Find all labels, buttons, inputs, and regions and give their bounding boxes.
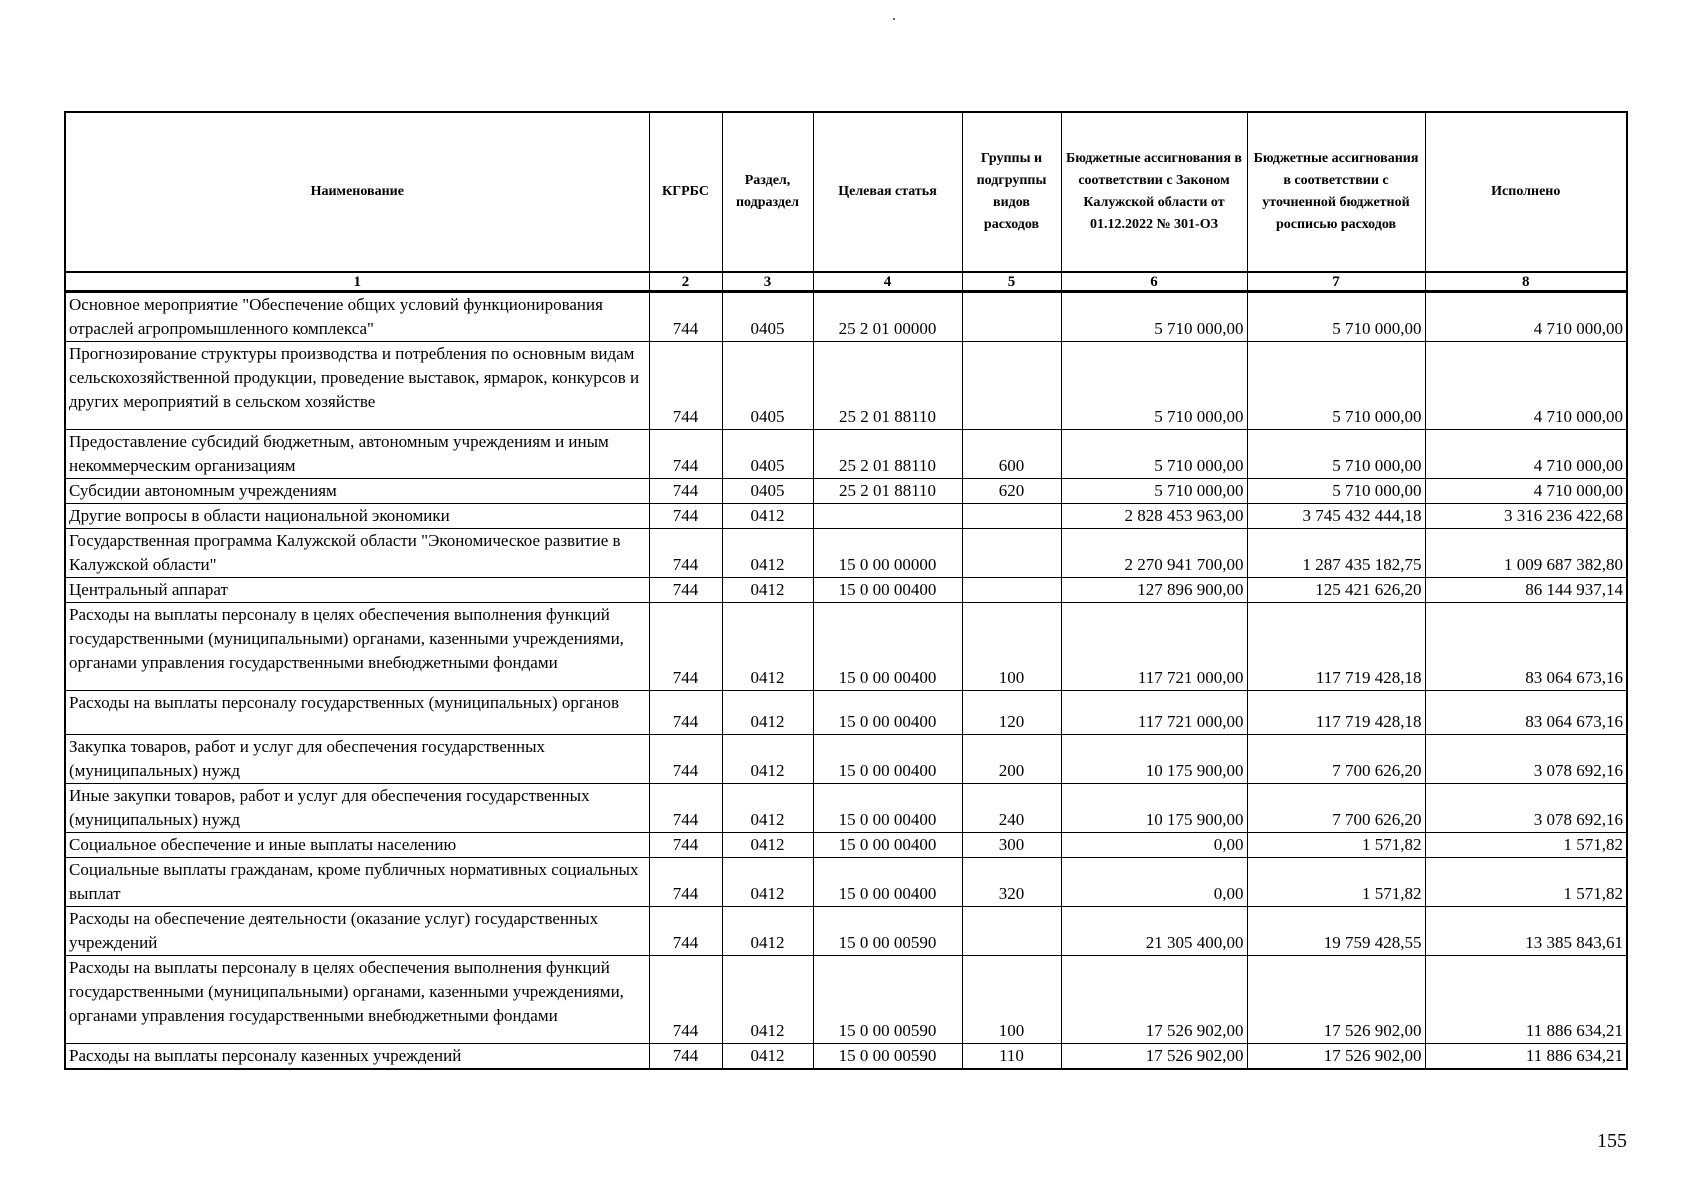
cell-kgrbs: 744 (649, 833, 722, 858)
column-number: 3 (722, 272, 813, 292)
cell-kgrbs: 744 (649, 430, 722, 479)
table-row (65, 735, 1627, 784)
cell-name: Предоставление субсидий бюджетным, автономным учреждениям и иным некоммерческим организациям (65, 430, 649, 479)
cell-target-article: 15 0 00 00400 (813, 858, 962, 907)
cell-kgrbs: 744 (649, 691, 722, 735)
column-number: 2 (649, 272, 722, 292)
budget-table (64, 111, 1628, 1070)
cell-name: Расходы на выплаты персоналу государственных (муниципальных) органов (65, 691, 649, 735)
cell-target-article: 15 0 00 00000 (813, 529, 962, 578)
cell-razdel: 0412 (722, 735, 813, 784)
cell-refined-allocation: 19 759 428,55 (1247, 907, 1425, 956)
header-executed: Исполнено (1425, 112, 1627, 272)
cell-kgrbs: 744 (649, 479, 722, 504)
cell-target-article: 15 0 00 00590 (813, 956, 962, 1044)
cell-law-allocation: 5 710 000,00 (1061, 292, 1247, 342)
cell-name: Прогнозирование структуры производства и потребления по основным видам сельскохозяйственной продукции, проведение выставок, ярмарок, конкурсов и других мероприятий в сельском хозяйстве (65, 342, 649, 430)
cell-expense-group: 320 (962, 858, 1061, 907)
cell-kgrbs: 744 (649, 784, 722, 833)
cell-expense-group (962, 529, 1061, 578)
table-row (65, 342, 1627, 430)
cell-expense-group: 620 (962, 479, 1061, 504)
cell-expense-group (962, 907, 1061, 956)
cell-razdel: 0412 (722, 529, 813, 578)
cell-executed: 1 571,82 (1425, 858, 1627, 907)
cell-kgrbs: 744 (649, 342, 722, 430)
cell-executed: 4 710 000,00 (1425, 479, 1627, 504)
cell-kgrbs: 744 (649, 529, 722, 578)
cell-refined-allocation: 5 710 000,00 (1247, 479, 1425, 504)
cell-razdel: 0405 (722, 342, 813, 430)
cell-name: Социальные выплаты гражданам, кроме публичных нормативных социальных выплат (65, 858, 649, 907)
cell-razdel: 0405 (722, 430, 813, 479)
cell-target-article: 15 0 00 00400 (813, 735, 962, 784)
cell-kgrbs: 744 (649, 1044, 722, 1070)
table-row (65, 529, 1627, 578)
cell-target-article: 15 0 00 00400 (813, 578, 962, 603)
cell-name: Государственная программа Калужской области "Экономическое развитие в Калужской области" (65, 529, 649, 578)
cell-law-allocation: 5 710 000,00 (1061, 342, 1247, 430)
cell-refined-allocation: 5 710 000,00 (1247, 342, 1425, 430)
cell-razdel: 0412 (722, 504, 813, 529)
cell-executed: 4 710 000,00 (1425, 342, 1627, 430)
cell-law-allocation: 5 710 000,00 (1061, 479, 1247, 504)
cell-expense-group: 300 (962, 833, 1061, 858)
cell-name: Расходы на выплаты персоналу в целях обеспечения выполнения функций государственными (муниципальными) органами, казенными учреждениями, органами управления государственными внебюджетными фондами (65, 956, 649, 1044)
cell-name: Расходы на выплаты персоналу в целях обеспечения выполнения функций государственными (муниципальными) органами, казенными учреждениями, органами управления государственными внебюджетными фондами (65, 603, 649, 691)
cell-executed: 86 144 937,14 (1425, 578, 1627, 603)
column-number: 6 (1061, 272, 1247, 292)
header-razdel: Раздел, подраздел (722, 112, 813, 272)
cell-razdel: 0412 (722, 1044, 813, 1070)
cell-refined-allocation: 17 526 902,00 (1247, 956, 1425, 1044)
header-row (65, 112, 1627, 272)
cell-target-article: 15 0 00 00400 (813, 833, 962, 858)
header-target-article: Целевая статья (813, 112, 962, 272)
cell-kgrbs: 744 (649, 603, 722, 691)
cell-law-allocation: 5 710 000,00 (1061, 430, 1247, 479)
table-row (65, 956, 1627, 1044)
cell-law-allocation: 127 896 900,00 (1061, 578, 1247, 603)
table-row (65, 833, 1627, 858)
header-law-allocation: Бюджетные ассигнования в соответствии с Законом Калужской области от 01.12.2022 № 301-ОЗ (1061, 112, 1247, 272)
cell-name: Другие вопросы в области национальной экономики (65, 504, 649, 529)
cell-name: Расходы на выплаты персоналу казенных учреждений (65, 1044, 649, 1070)
cell-executed: 11 886 634,21 (1425, 956, 1627, 1044)
cell-law-allocation: 0,00 (1061, 858, 1247, 907)
cell-law-allocation: 117 721 000,00 (1061, 603, 1247, 691)
cell-expense-group (962, 292, 1061, 342)
column-number: 1 (65, 272, 649, 292)
cell-target-article: 15 0 00 00400 (813, 603, 962, 691)
page-number: 155 (1597, 1130, 1627, 1152)
cell-executed: 83 064 673,16 (1425, 691, 1627, 735)
cell-law-allocation: 17 526 902,00 (1061, 956, 1247, 1044)
table-row (65, 479, 1627, 504)
cell-refined-allocation: 7 700 626,20 (1247, 735, 1425, 784)
cell-kgrbs: 744 (649, 735, 722, 784)
table-row (65, 292, 1627, 342)
cell-expense-group: 110 (962, 1044, 1061, 1070)
cell-law-allocation: 2 828 453 963,00 (1061, 504, 1247, 529)
cell-expense-group: 600 (962, 430, 1061, 479)
cell-name: Социальное обеспечение и иные выплаты населению (65, 833, 649, 858)
cell-kgrbs: 744 (649, 956, 722, 1044)
cell-executed: 3 078 692,16 (1425, 735, 1627, 784)
cell-executed: 1 571,82 (1425, 833, 1627, 858)
cell-razdel: 0405 (722, 479, 813, 504)
cell-law-allocation: 10 175 900,00 (1061, 784, 1247, 833)
cell-razdel: 0412 (722, 691, 813, 735)
cell-kgrbs: 744 (649, 858, 722, 907)
cell-target-article: 15 0 00 00590 (813, 1044, 962, 1070)
cell-refined-allocation: 7 700 626,20 (1247, 784, 1425, 833)
cell-target-article: 15 0 00 00590 (813, 907, 962, 956)
cell-law-allocation: 17 526 902,00 (1061, 1044, 1247, 1070)
cell-executed: 3 078 692,16 (1425, 784, 1627, 833)
cell-executed: 11 886 634,21 (1425, 1044, 1627, 1070)
cell-executed: 4 710 000,00 (1425, 430, 1627, 479)
cell-expense-group: 100 (962, 956, 1061, 1044)
cell-razdel: 0412 (722, 603, 813, 691)
cell-refined-allocation: 1 287 435 182,75 (1247, 529, 1425, 578)
cell-refined-allocation: 5 710 000,00 (1247, 430, 1425, 479)
table-row (65, 578, 1627, 603)
cell-expense-group: 200 (962, 735, 1061, 784)
table-row (65, 430, 1627, 479)
cell-name: Субсидии автономным учреждениям (65, 479, 649, 504)
cell-executed: 83 064 673,16 (1425, 603, 1627, 691)
header-refined-allocation: Бюджетные ассигнования в соответствии с уточненной бюджетной росписью расходов (1247, 112, 1425, 272)
cell-executed: 1 009 687 382,80 (1425, 529, 1627, 578)
column-number: 5 (962, 272, 1061, 292)
cell-target-article: 25 2 01 88110 (813, 430, 962, 479)
cell-target-article: 25 2 01 00000 (813, 292, 962, 342)
cell-target-article (813, 504, 962, 529)
cell-law-allocation: 21 305 400,00 (1061, 907, 1247, 956)
cell-refined-allocation: 3 745 432 444,18 (1247, 504, 1425, 529)
table-row (65, 504, 1627, 529)
header-expense-group: Группы и подгруппы видов расходов (962, 112, 1061, 272)
cell-law-allocation: 2 270 941 700,00 (1061, 529, 1247, 578)
cell-target-article: 25 2 01 88110 (813, 479, 962, 504)
cell-law-allocation: 10 175 900,00 (1061, 735, 1247, 784)
cell-name: Закупка товаров, работ и услуг для обеспечения государственных (муниципальных) нужд (65, 735, 649, 784)
column-number-row (65, 272, 1627, 292)
cell-razdel: 0412 (722, 833, 813, 858)
cell-refined-allocation: 117 719 428,18 (1247, 603, 1425, 691)
cell-kgrbs: 744 (649, 907, 722, 956)
table-row (65, 907, 1627, 956)
cell-target-article: 25 2 01 88110 (813, 342, 962, 430)
cell-executed: 4 710 000,00 (1425, 292, 1627, 342)
cell-executed: 3 316 236 422,68 (1425, 504, 1627, 529)
cell-refined-allocation: 1 571,82 (1247, 833, 1425, 858)
cell-razdel: 0412 (722, 784, 813, 833)
table-row (65, 691, 1627, 735)
header-name: Наименование (65, 112, 649, 272)
cell-razdel: 0405 (722, 292, 813, 342)
scan-speck (893, 18, 895, 20)
cell-expense-group: 240 (962, 784, 1061, 833)
cell-law-allocation: 117 721 000,00 (1061, 691, 1247, 735)
cell-expense-group: 120 (962, 691, 1061, 735)
cell-target-article: 15 0 00 00400 (813, 784, 962, 833)
cell-target-article: 15 0 00 00400 (813, 691, 962, 735)
cell-refined-allocation: 1 571,82 (1247, 858, 1425, 907)
cell-kgrbs: 744 (649, 292, 722, 342)
cell-expense-group (962, 504, 1061, 529)
cell-kgrbs: 744 (649, 578, 722, 603)
table-row (65, 858, 1627, 907)
cell-refined-allocation: 125 421 626,20 (1247, 578, 1425, 603)
cell-kgrbs: 744 (649, 504, 722, 529)
header-kgrbs: КГРБС (649, 112, 722, 272)
cell-name: Иные закупки товаров, работ и услуг для обеспечения государственных (муниципальных) нужд (65, 784, 649, 833)
cell-executed: 13 385 843,61 (1425, 907, 1627, 956)
column-number: 8 (1425, 272, 1627, 292)
column-number: 4 (813, 272, 962, 292)
cell-name: Основное мероприятие "Обеспечение общих условий функционирования отраслей агропромышленного комплекса" (65, 292, 649, 342)
cell-expense-group (962, 578, 1061, 603)
cell-refined-allocation: 5 710 000,00 (1247, 292, 1425, 342)
cell-expense-group (962, 342, 1061, 430)
cell-expense-group: 100 (962, 603, 1061, 691)
cell-razdel: 0412 (722, 907, 813, 956)
cell-refined-allocation: 117 719 428,18 (1247, 691, 1425, 735)
cell-razdel: 0412 (722, 956, 813, 1044)
cell-law-allocation: 0,00 (1061, 833, 1247, 858)
column-number: 7 (1247, 272, 1425, 292)
table-row (65, 603, 1627, 691)
cell-name: Центральный аппарат (65, 578, 649, 603)
table-body (65, 292, 1627, 1070)
cell-razdel: 0412 (722, 578, 813, 603)
cell-razdel: 0412 (722, 858, 813, 907)
table-row (65, 1044, 1627, 1070)
cell-name: Расходы на обеспечение деятельности (оказание услуг) государственных учреждений (65, 907, 649, 956)
table-row (65, 784, 1627, 833)
cell-refined-allocation: 17 526 902,00 (1247, 1044, 1425, 1070)
